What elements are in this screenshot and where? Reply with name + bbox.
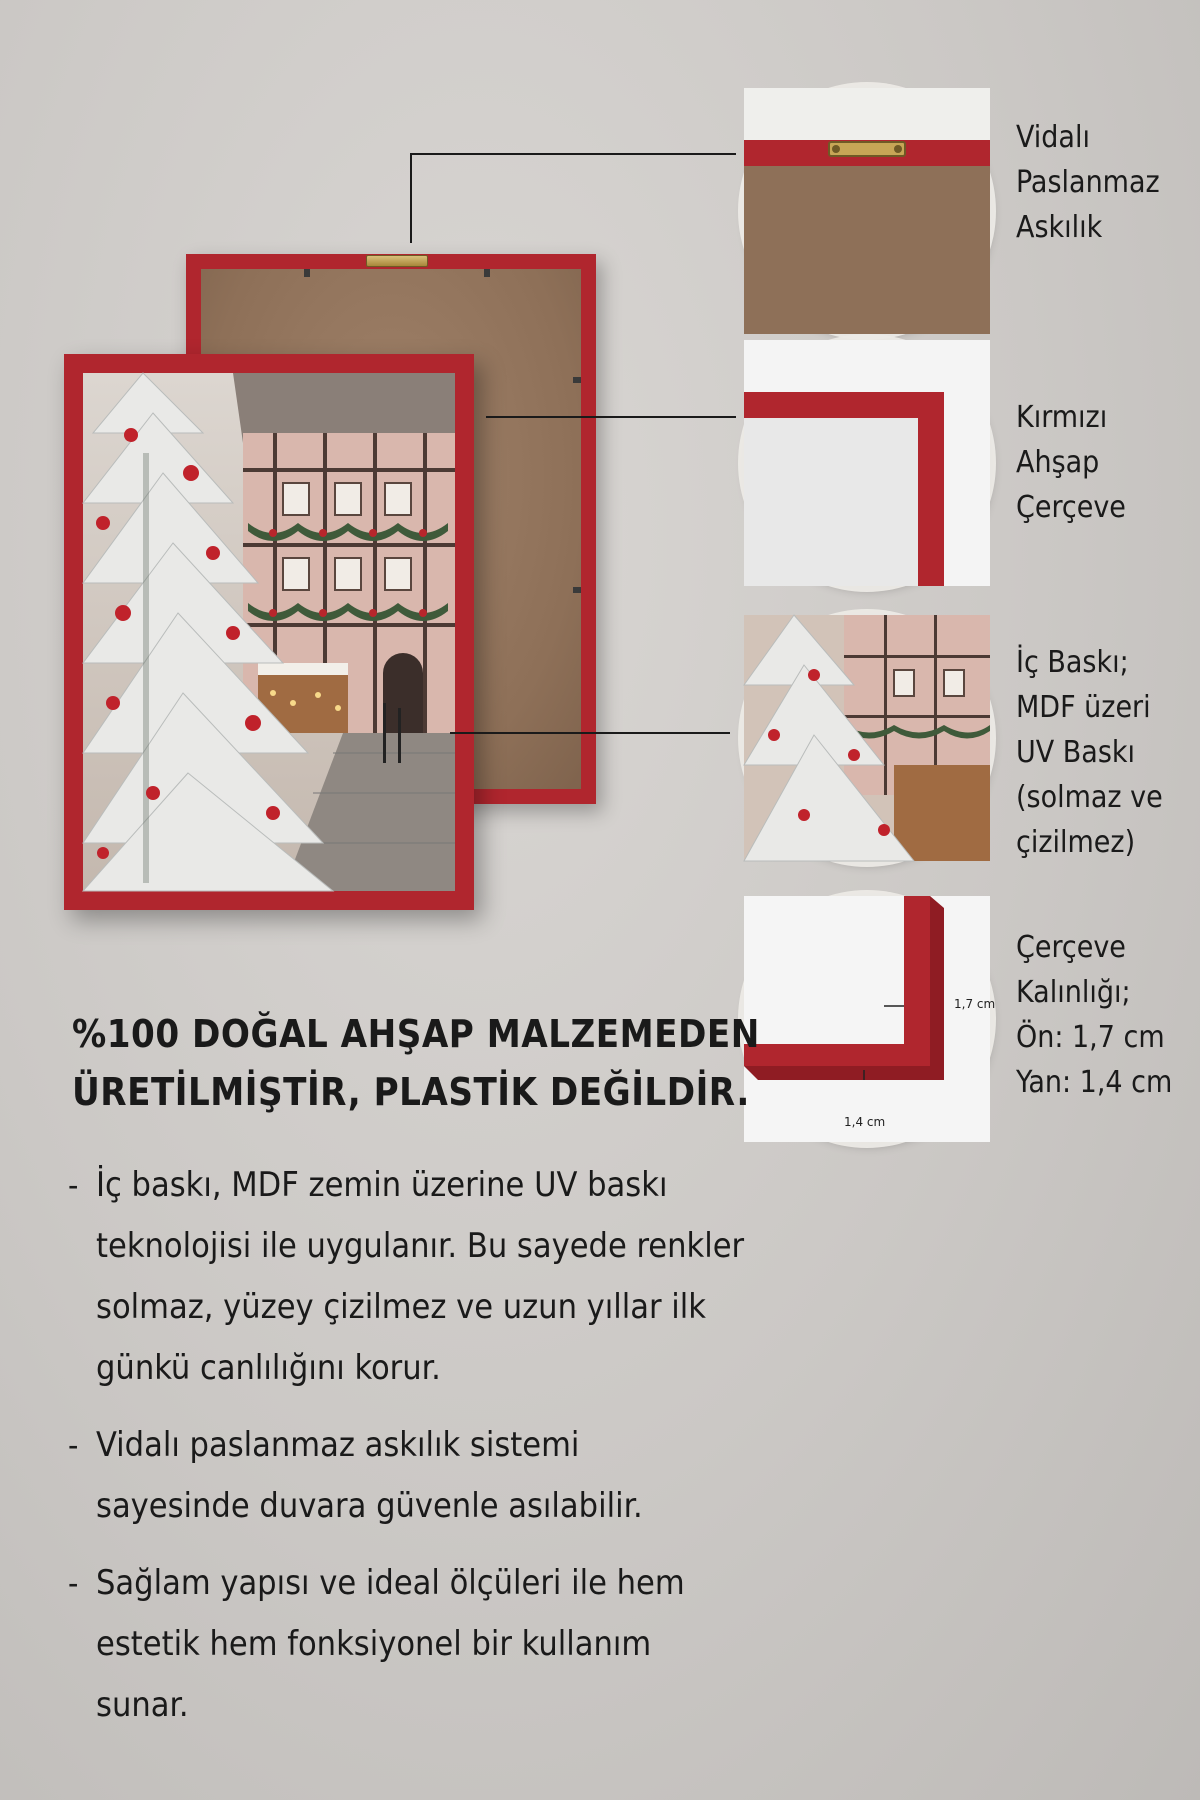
christmas-street-photo [83, 373, 455, 891]
leader-line-hanger-vertical [410, 153, 412, 243]
material-headline: %100 DOĞAL AHŞAP MALZEMEDEN ÜRETİLMİŞTİR, PLASTİK DEĞİLDİR. [72, 1012, 760, 1114]
frame-front-view [64, 354, 474, 910]
leader-line-frame [486, 416, 736, 418]
thickness-detail-icon [744, 896, 996, 1142]
list-item: - Sağlam yapısı ve ideal ölçüleri ile hem estetik hem fonksiyonel bir kullanım sunar. [68, 1563, 685, 1725]
hanger-detail-circle [744, 88, 990, 334]
list-item: - Vidalı paslanmaz askılık sistemi sayesinde duvara güvenle asılabilir. [68, 1425, 643, 1526]
feature-list [68, 1155, 808, 1752]
thickness-label: Çerçeve Kalınlığı; Ön: 1,7 cm Yan: 1,4 cm [1016, 930, 1173, 1100]
list-item: - İç baskı, MDF zemin üzerine UV baskı teknolojisi ile uygulanır. Bu sayede renkler solmaz, yüzey çizilmez ve uzun yıllar ilk günkü canlılığını korur. [68, 1165, 745, 1388]
christmas-scene-illustration [83, 373, 455, 891]
front-thickness-dimension: 1,7 cm [954, 997, 996, 1011]
hanger-label: Vidalı Paslanmaz Askılık [1016, 120, 1160, 245]
print-detail-icon [744, 615, 990, 861]
side-thickness-dimension: 1,4 cm [844, 1115, 886, 1129]
frame-corner-icon [744, 340, 990, 586]
hanger-detail-icon [744, 88, 990, 334]
print-label: İç Baskı; MDF üzeri UV Baskı (solmaz ve çizilmez) [1016, 645, 1163, 860]
leader-line-print [450, 732, 730, 734]
frame-label: Kırmızı Ahşap Çerçeve [1016, 400, 1126, 525]
frame-corner-circle [744, 340, 990, 586]
print-detail-circle [744, 615, 990, 861]
thickness-detail-circle [744, 896, 996, 1142]
sawtooth-hanger-icon [366, 255, 428, 267]
leader-line-hanger-horizontal [410, 153, 736, 155]
